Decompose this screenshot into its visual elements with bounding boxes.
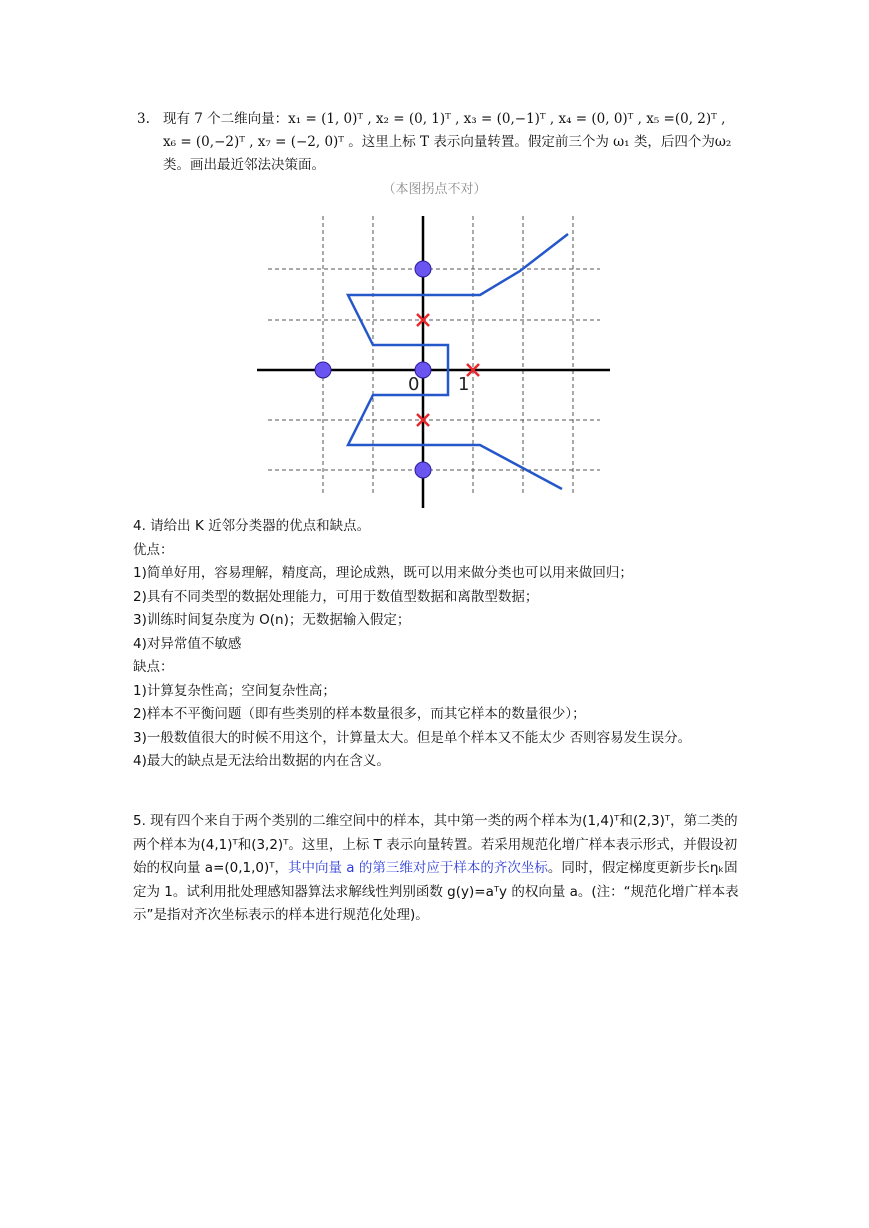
cons-item: 1)计算复杂性高；空间复杂性高； <box>133 682 336 699</box>
nn-decision-figure <box>250 214 612 510</box>
figure-caption: （本图拐点不对） <box>382 182 487 197</box>
decision-boundary-upper <box>348 234 568 489</box>
cons-item: 2)样本不平衡问题（即有些类别的样本数量很多，而其它样本的数量很少）； <box>133 706 586 722</box>
class2-point-x6 <box>415 462 431 478</box>
question-5-highlight: 其中向量 a 的第三维对应于样本的齐次坐标 <box>287 860 548 876</box>
class2-point-x5 <box>415 261 431 277</box>
cons-title: 缺点： <box>133 659 174 675</box>
question-4 <box>133 515 743 774</box>
question-5-text-a: 5. 现有四个来自于两个类别的二维空间中的样本，其中第一类的两个样本为(1,4)ᵀ和(2,3)ᵀ，第二类的两个样本为(4,1)ᵀ和(3,2)ᵀ。这里，上标 T 表示向量转置。若采用规范化增广样本表示形式，并假设初始的权向量 a=(0,1,0)ᵀ， <box>133 813 738 876</box>
grid-lines <box>268 216 600 496</box>
pros-item: 3)训练时间复杂度为 O(n)；无数据输入假定； <box>133 612 411 628</box>
cons-item: 4)最大的缺点是无法给出数据的内在含义。 <box>133 753 390 769</box>
pros-title: 优点： <box>133 541 174 558</box>
question-4-title: 4. 请给出 K 近邻分类器的优点和缺点。 <box>133 518 371 534</box>
x1-tick-label: 1 <box>458 374 470 395</box>
question-3-text: 现有 7 个二维向量：x₁ = (1, 0)ᵀ , x₂ = (0, 1)ᵀ , x₃ = (0,−1)ᵀ , x₄ = (0, 0)ᵀ , x₅ =(0, 2)ᵀ , x₆ = (0,−2)ᵀ , x₇ = (−2, 0)ᵀ 。这里上标 T 表示向量转置。假定前三个为 ω₁ 类，后四个为ω₂ 类。画出最近邻法决策面。 <box>163 111 732 173</box>
pros-item: 4)对异常值不敏感 <box>133 635 242 652</box>
cons-item: 3)一般数值很大的时候不用这个，计算量太大。但是单个样本又不能太少 否则容易发生误分。 <box>133 729 692 746</box>
question-3 <box>137 108 737 177</box>
question-5-text-b: 。同时，假定梯度更新步长ηₖ固定为 1。试利用批处理感知器算法求解线性判别函数 g(y)=aᵀy 的权向量 a。(注：“规范化增广样本表示”是指对齐次坐标表示的样本进行规范化处理)。 <box>133 860 739 923</box>
pros-item: 2)具有不同类型的数据处理能力，可用于数值型数据和离散型数据； <box>133 588 539 605</box>
question-3-number: 3. <box>137 111 150 127</box>
class2-point-x7 <box>315 362 331 378</box>
origin-label: 0 <box>408 374 420 395</box>
question-5 <box>133 810 741 928</box>
pros-item: 1)简单好用，容易理解，精度高，理论成熟，既可以用来做分类也可以用来做回归； <box>133 565 633 581</box>
